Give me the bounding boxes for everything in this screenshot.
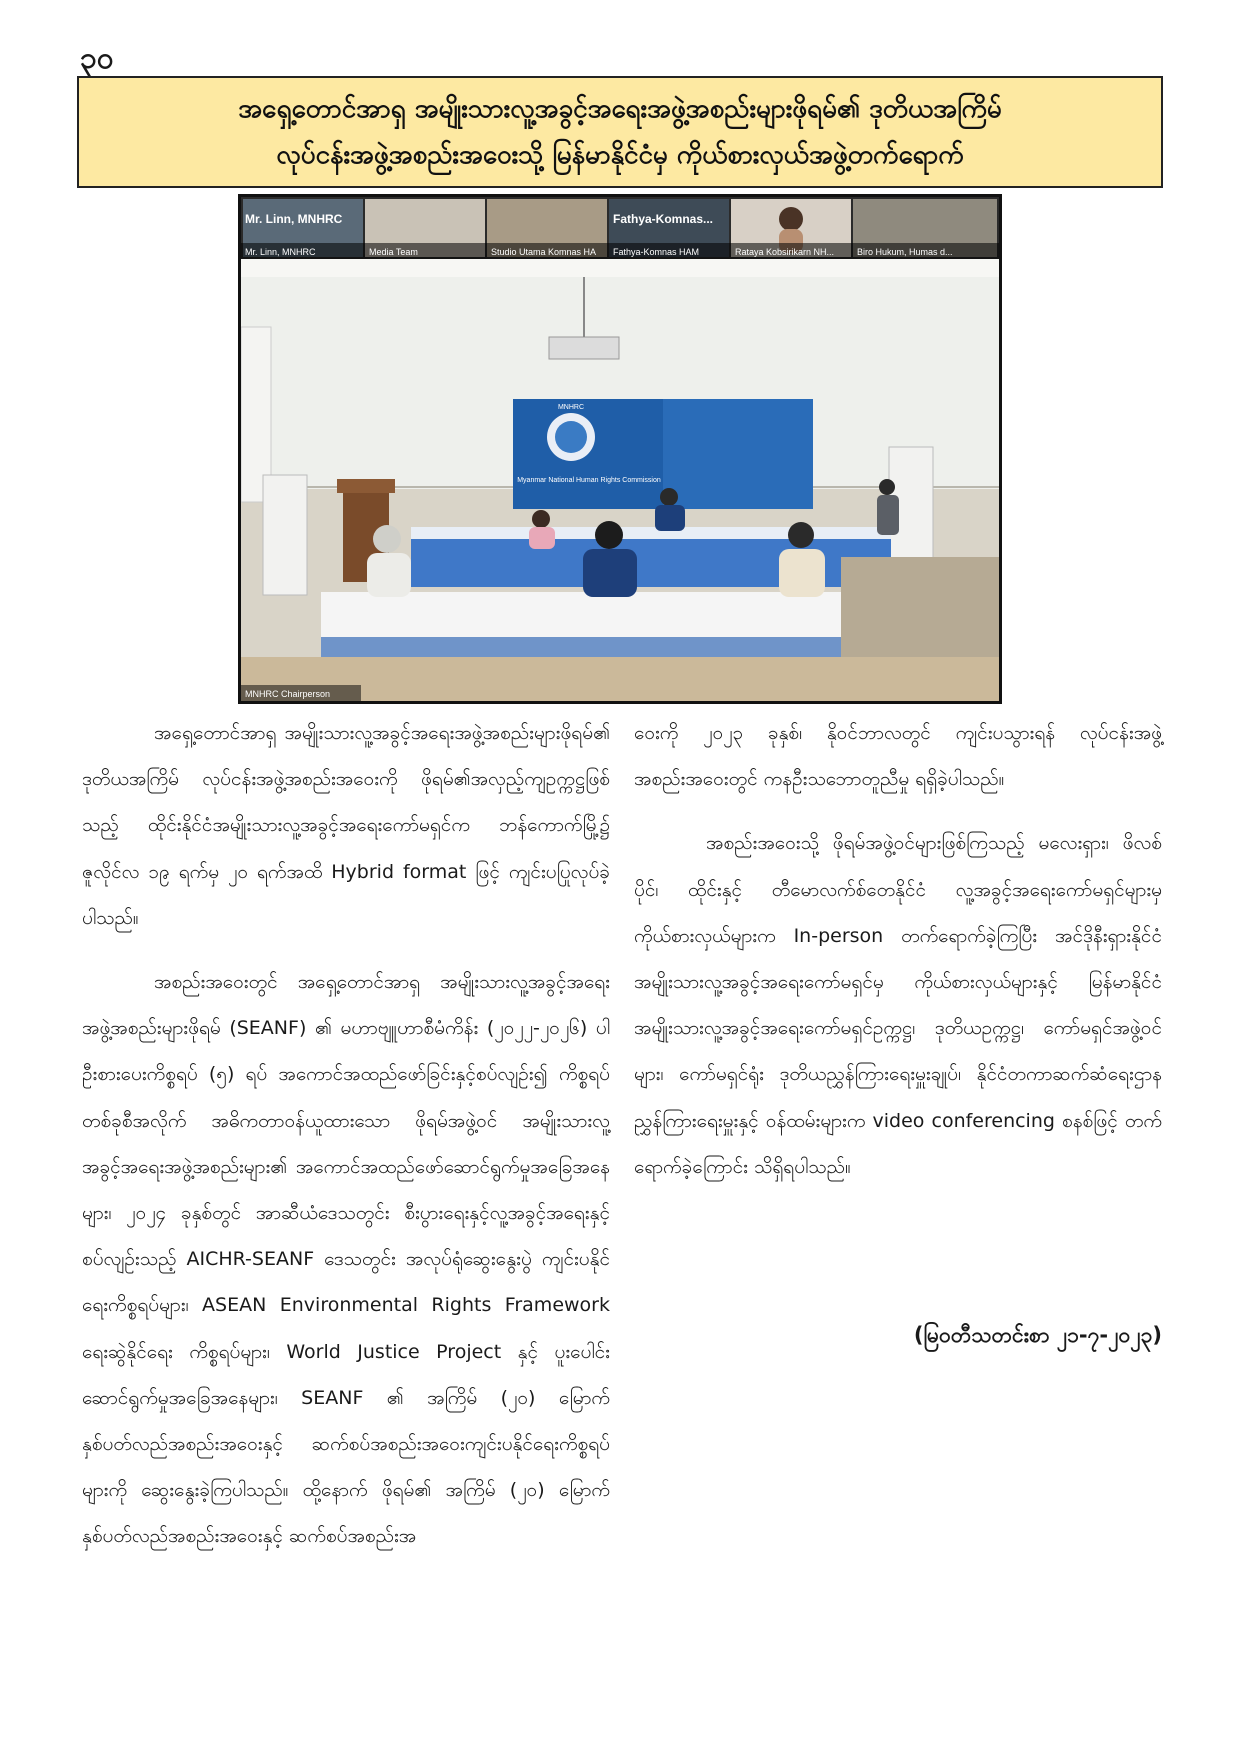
article-paragraph: အစည်းအဝေးတွင် အရှေ့တောင်အာရှ အမျိုးသားလူ့အခွင့်အရေးအဖွဲ့အစည်းများဖိုရမ် (SEANF) ၏ မဟာဗျူဟာစီမံကိန်း (၂၀၂၂-၂၀၂၆) ပါ ဦးစားပေးကိစ္စရပ် (၅) ရပ် အကောင်အထည်ဖော်ခြင်းနှင့်စပ်လျဉ်း၍ ကိစ္စရပ်တစ်ခုစီအလိုက် အဓိကတာဝန်ယူထားသော ဖိုရမ်အဖွဲ့ဝင် အမျိုးသားလူ့အခွင့်အရေးအဖွဲ့အစည်းများ၏ အကောင်အထည်ဖော်ဆောင်ရွက်မှုအခြေအနေများ၊ ၂၀၂၄ ခုနှစ်တွင် အာဆီယံဒေသတွင်း စီးပွားရေးနှင့်လူ့အခွင့်အရေးနှင့်စပ်လျဉ်းသည့် AICHR-SEANF ဒေသတွင်း အလုပ်ရုံဆွေးနွေးပွဲ ကျင်းပနိုင်ရေးကိစ္စရပ်များ၊ ASEAN Environmental Rights Framework ရေးဆွဲနိုင်ရေး ကိစ္စရပ်များ၊ World Justice Project နှင့် ပူးပေါင်းဆောင်ရွက်မှုအခြေအနေများ၊ SEANF ၏ အကြိမ် (၂၀) မြောက် နှစ်ပတ်လည်အစည်းအဝေးနှင့် ဆက်စပ်အစည်းအဝေးကျင်းပနိုင်ရေးကိစ္စရပ်များကို ဆွေးနွေးခဲ့ကြပါသည်။ ထို့နောက် ဖိုရမ်၏ အကြိမ် (၂၀) မြောက် နှစ်ပတ်လည်အစည်းအဝေးနှင့် ဆက်စပ်အစည်းအ xyxy=(82,971,610,1548)
page-number: ၃၀ xyxy=(80,41,114,76)
article-paragraph: အရှေ့တောင်အာရှ အမျိုးသားလူ့အခွင့်အရေးအဖွဲ့အစည်းများဖိုရမ်၏ ဒုတိယအကြိမ် လုပ်ငန်းအဖွဲ့အစည်းအဝေးကို ဖိုရမ်၏အလှည့်ကျဥက္ကဋ္ဌဖြစ်သည့် ထိုင်းနိုင်ငံအမျိုးသားလူ့အခွင့်အရေးကော်မရှင်က ဘန်ကောက်မြို့၌ ဇူလိုင်လ ၁၉ ရက်မှ ၂၀ ရက်အထိ Hybrid format ဖြင့် ကျင်းပပြုလုပ်ခဲ့ပါသည်။ xyxy=(82,722,610,929)
headline-line-1: အရှေ့တောင်အာရှ အမျိုးသားလူ့အခွင့်အရေးအဖွဲ့အစည်းများဖိုရမ်၏ ဒုတိယအကြိမ် xyxy=(238,94,1002,124)
tile-caption-2: Media Team xyxy=(369,247,418,257)
tile-caption-6: Biro Hukum, Humas d... xyxy=(857,247,953,257)
main-tile-caption: MNHRC Chairperson xyxy=(245,689,331,699)
headline-line-2: လုပ်ငန်းအဖွဲ့အစည်းအဝေးသို့ မြန်မာနိုင်ငံမှ ကိုယ်စားလှယ်အဖွဲ့တက်ရောက် xyxy=(276,140,964,170)
tile-caption-4: Fathya-Komnas HAM xyxy=(613,247,700,257)
meeting-photo xyxy=(238,194,1002,704)
source-credit: (မြဝတီသတင်းစာ ၂၁-၇-၂၀၂၃) xyxy=(913,1323,1162,1347)
headline-box xyxy=(77,76,1163,188)
tile-caption-3: Studio Utama Komnas HA xyxy=(491,247,597,257)
article-paragraph: အစည်းအဝေးသို့ ဖိုရမ်အဖွဲ့ဝင်များဖြစ်ကြသည့် မလေးရှား၊ ဖိလစ်ပိုင်၊ ထိုင်းနှင့် တီမောလက်စ်တေနိုင်ငံ လူ့အခွင့်အရေးကော်မရှင်များမှ ကိုယ်စားလှယ်များက In-person တက်ရောက်ခဲ့ကြပြီး အင်ဒိုနီးရှားနိုင်ငံ အမျိုးသားလူ့အခွင့်အရေးကော်မရှင်မှ ကိုယ်စားလှယ်များနှင့် မြန်မာနိုင်ငံအမျိုးသားလူ့အခွင့်အရေးကော်မရှင်ဥက္ကဋ္ဌ၊ ဒုတိယဥက္ကဋ္ဌ၊ ကော်မရှင်အဖွဲ့ဝင်များ၊ ကော်မရှင်ရုံး ဒုတိယညွှန်ကြားရေးမှူးချုပ်၊ နိုင်ငံတကာဆက်ဆံရေးဌာန ညွှန်ကြားရေးမှူးနှင့် ဝန်ထမ်းများက video conferencing စနစ်ဖြင့် တက်ရောက်ခဲ့ကြောင်း သိရှိရပါသည်။ xyxy=(634,832,1162,1178)
video-tile-strip xyxy=(241,199,999,259)
article-paragraph: ဝေးကို ၂၀၂၃ ခုနှစ်၊ နိုဝင်ဘာလတွင် ကျင်းပသွားရန် လုပ်ငန်းအဖွဲ့အစည်းအဝေးတွင် ကနဦးသဘောတူညီမှု ရရှိခဲ့ပါသည်။ xyxy=(634,722,1162,791)
banner-logo-text: MNHRC xyxy=(557,404,585,411)
banner-title: Myanmar National Human Rights Commission xyxy=(517,477,661,484)
tile-caption-1: Mr. Linn, MNHRC xyxy=(245,247,316,257)
tile-caption-5: Rataya Kobsirikarn NH... xyxy=(735,247,835,257)
tile-name-1: Mr. Linn, MNHRC xyxy=(245,212,343,226)
tile-name-4: Fathya-Komnas... xyxy=(613,212,714,226)
article-column-left xyxy=(82,710,610,1560)
article-column-right xyxy=(634,710,1162,1190)
